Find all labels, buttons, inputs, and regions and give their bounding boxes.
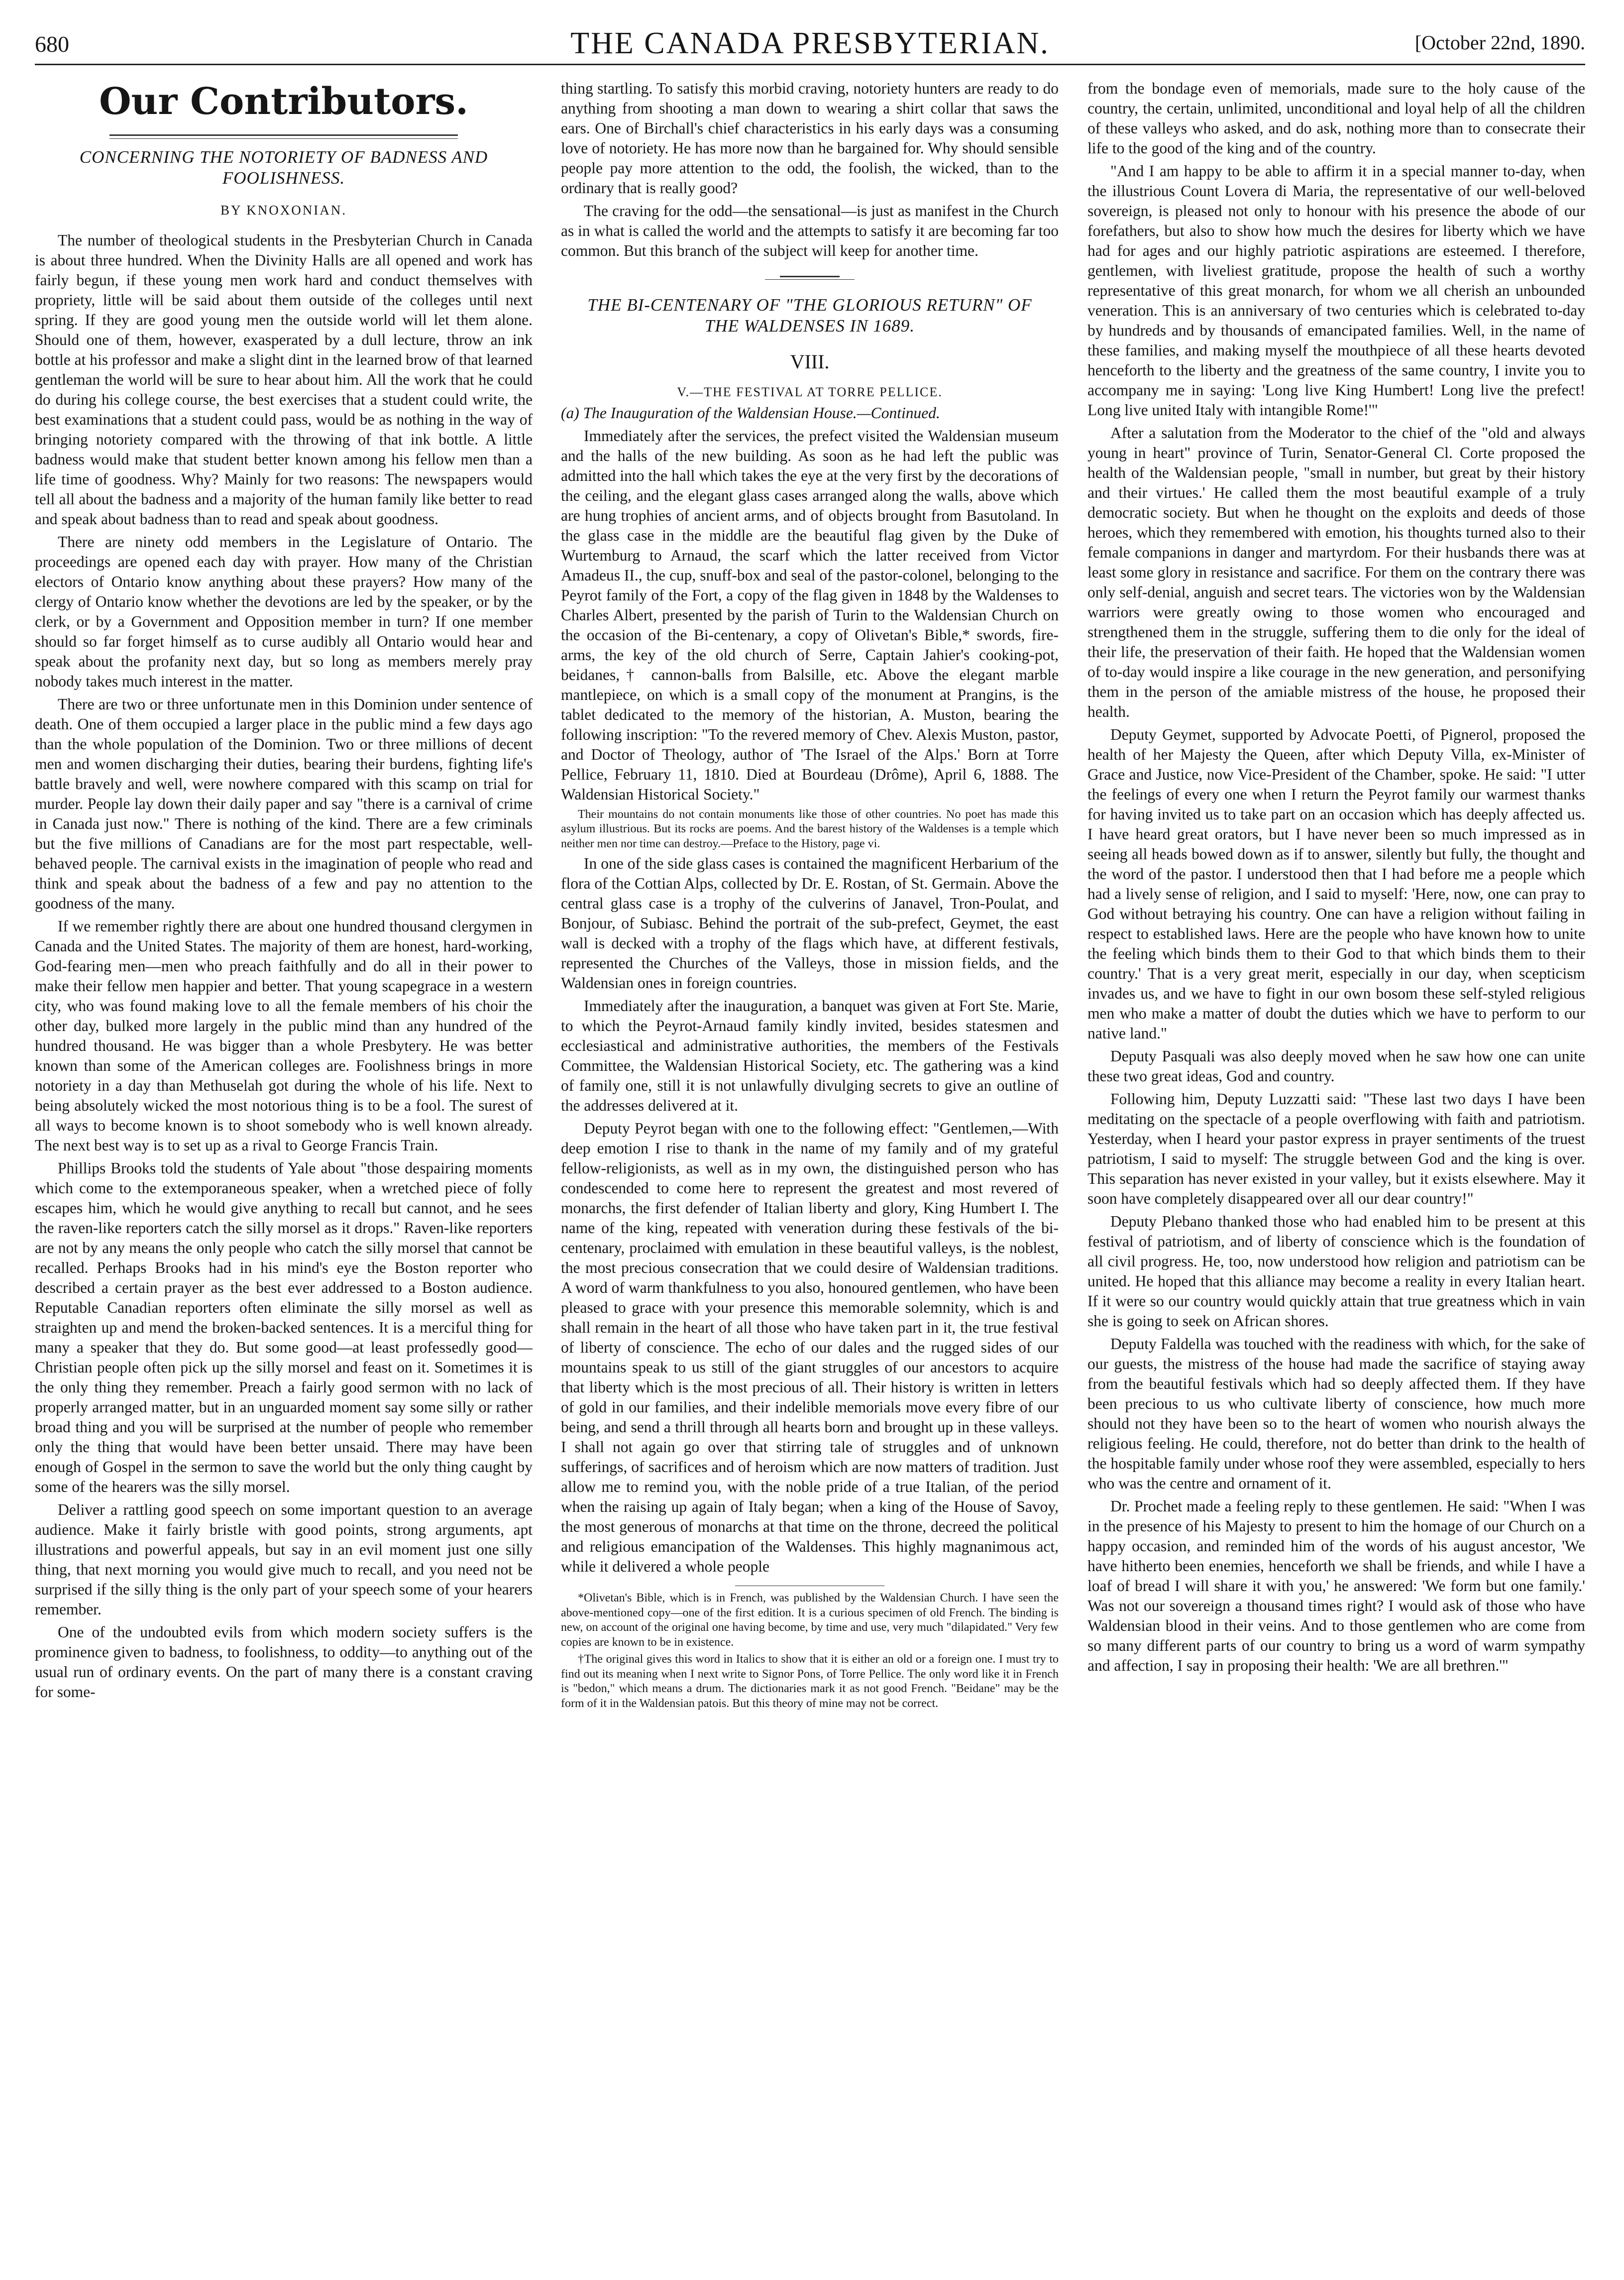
article-title: CONCERNING THE NOTORIETY OF BADNESS AND FOOLISHNESS. [79,147,488,188]
paragraph: Phillips Brooks told the students of Yale about "those despairing moments which come to the extemporaneous speaker, when a wretched piece of folly escapes him, which he would give anything to recall but cannot, and he sees the raven-like reporters catch the silly morsel as it drops." Raven-like reporters are not by any means the only people who catch the silly morsel that cannot be recalled. Perhaps Brooks had in his mind's eye the Boston reporter who described a certain prayer as the best ever addressed to a Boston audience. Reputable Canadian reporters often eliminate the silly morsel as well as straighten up and mend the broken-backed sentences. It is a merciful thing for many a speaker that they do. But some good—at least professedly good—Christian people often pick up the silly morsel and feast on it. Sometimes it is the only thing they remember. Preach a fairly good sermon with no lack of properly arranged matter, but in an unguarded moment say some silly or rather broad thing and you will be surprised at the number of people who remember only the thing that would have been better unsaid. There may have been enough of Gospel in the sermon to save the world but the only thing caught by some of the hearers was the silly morsel. [35,1159,533,1496]
quoted-note [561,807,1059,852]
paragraph: Deputy Geymet, supported by Advocate Poetti, of Pignerol, proposed the health of her Majesty the Queen, after which Deputy Villa, ex-Minister of Grace and Justice, now Vice-President of the Chamber, spoke. He said: "I utter the feelings of every one when I return the Peyrot family our warmest thanks for having invited us to take part on an occasion which has deeply affected us. I have heard great orators, but I have never been so much impressed as in seeing all heads bowed down as if to answer, silently but fully, the thought and the word of the pastor. I understood then that I had before me a people which had a lively sense of religion, and I said to myself: 'Here, now, one can pray to God without betraying his country. One can have a religion without failing in respect to established laws. Here are the people who have known how to unite the feeling which binds them to their God to that which binds them to their country.' That is a very great merit, especially in our day, when scepticism invades us, and we have to fight in our own bosom these self-styled religious men who make a matter of doubt the duties which we have to perform to our native land." [1087,726,1585,1042]
paragraph: thing startling. To satisfy this morbid craving, notoriety hunters are ready to do anything from shooting a man down to wearing a shirt collar that saws the ears. One of Birchall's chief characteristics in his early days was a consuming love of notoriety. He has more now than he bargained for. Why should sensible people pay more attention to the odd, the foolish, the wicked, than to the ordinary that is really good? [561,80,1059,197]
article-title: THE BI-CENTENARY OF "THE GLORIOUS RETURN" OF THE WALDENSES IN 1689. [587,295,1032,336]
masthead-title: THE CANADA PRESBYTERIAN. [570,26,1050,60]
footnotes [561,1591,1059,1711]
paragraph: In one of the side glass cases is contained the magnificent Herbarium of the flora of the Cottian Alps, collected by Dr. E. Rostan, of St. Germain. Above the central glass case is a trophy of the culverins of Janavel, Tron-Poulat, and Bonjour, of Subiasc. Behind the portrait of the sub-prefect, Geymet, the east wall is decked with a trophy of the flags which have, at different festivals, represented the Churches of the Valleys, those in mission fields, and the Waldensian ones in foreign countries. [561,855,1059,992]
divider [780,276,840,277]
newspaper-page [35,20,1585,2260]
paragraph: from the bondage even of memorials, made sure to the holy cause of the country, the certain, unlimited, unconditional and loyal help of all the children of these valleys who asked, and do ask, nothing more than to consecrate their life to the good of the king and of the country. [1087,80,1585,157]
column-3 [1087,79,1585,2259]
paragraph: Deputy Pasquali was also deeply moved when he saw how one can unite these two great ideas, God and country. [1087,1047,1585,1085]
part-number: VIII. [790,350,830,373]
footnote: †The original gives this word in Italics to show that it is either an old or a foreign one. I must try to find out its meaning when I next write to Signor Pons, of Torre Pellice. The only word like it in French is "bedon," which means a drum. The dictionaries mark it as not good French. "Beidane" may be the form of it in the Waldensian patois. But this theory of mine may not be correct. [561,1653,1059,1710]
paragraph: Immediately after the inauguration, a banquet was given at Fort Ste. Marie, to which the Peyrot-Arnaud family kindly invited, besides statesmen and ecclesiastical and administrative authorities, the members of the Festivals Committee, the Waldensian Historical Society, etc. The gathering was a kind of family one, still it is not unlawfully divulging secrets to give an outline of the addresses delivered at it. [561,997,1059,1115]
paragraph: Dr. Prochet made a feeling reply to these gentlemen. He said: "When I was in the presence of his Majesty to present to him the homage of our Church on a happy occasion, and reminded him of the words of his august ancestor, 'We have hitherto been enemies, henceforth we shall be friends, and while I have a loaf of bread I will share it with you,' he answered: 'We form but one family.' Was not our sovereign a thousand times right? I would ask of those who have Waldensian blood in their veins. And to those gentlemen who are come from so many different parts of our country to bring us a word of warm sympathy and affection, I say in proposing their health: 'We are all brethren.'" [1087,1497,1585,1674]
paragraph: There are ninety odd members in the Legislature of Ontario. The proceedings are opened each day with prayer. How many of the Christian electors of Ontario know anything about these prayers? How many of the clergy of Ontario know whether the devotions are led by the speaker, or by the clerk, or by a Government and Opposition member in turn? If one member should so far forget himself as to curse audibly all Ontario would hear and speak about the profanity next day, but so long as members merely pray nobody takes much interest in the matter. [35,533,533,690]
column-1 [35,79,533,2259]
section-heading: Our Contributors. [99,80,468,123]
column-2 [561,79,1059,2259]
columns [35,79,1585,2259]
page-number: 680 [35,31,69,57]
paragraph: One of the undoubted evils from which modern society suffers is the prominence given to badness, to foolishness, to oddity—to anything out of the usual run of ordinary events. On the part of many there is a constant craving for some- [35,1623,533,1701]
paragraph: If we remember rightly there are about one hundred thousand clergymen in Canada and the United States. The majority of them are honest, hard-working, God-fearing men—men who preach faithfully and do all in their power to make their fellow men happier and better. That young scapegrace in a western city, who was found making love to all the female members of his choir the other day, bulked more largely in the public mind than any hundred of the hundred thousand. He was bigger than a whole Presbytery. He was better known than some of the American colleges are. Foolishness brings in more notoriety in a day than Methuselah got during the whole of his life. Next to being absolutely wicked the most notorious thing is to be a fool. The surest of all ways to become known is to shoot somebody who is well known already. The next best way is to set up as a rival to George Francis Train. [35,917,533,1154]
issue-date: [October 22nd, 1890. [1414,31,1585,54]
subheading: V.—THE FESTIVAL AT TORRE PELLICE. [677,384,943,399]
paragraph: The number of theological students in the Presbyterian Church in Canada is about three hundred. When the Divinity Halls are all opened and work has fairly begun, if these young men work hard and conduct themselves with propriety, little will be said about them outside of the colleges until next spring. If they are good young men the outside world will let them alone. Should one of them, however, exasperated by a dull lecture, throw an ink bottle at his professor and make a slight dint in the learned brow of that learned gentleman the world will be sure to hear about him. All the work that he could do during his college course, the best exercises that a student could write, the best examinations that a student could pass, would be as nothing in the way of bringing notoriety compared with the throwing of that ink bottle. A little badness would make that student better known among his fellow men than a life time of goodness. Why? Mainly for two reasons: The newspapers would tell all about the badness and a majority of the human family like better to read and speak about badness than to read and speak about goodness. [35,231,533,528]
paragraph: Deputy Faldella was touched with the readiness with which, for the sake of our guests, the mistress of the house had made the sacrifice of staying away from the beautiful festivals which had so deeply affected them. If they have been precious to us who cultivate liberty of conscience, how much more should not they have been so to the heart of women who nourish always the religious feeling. He could, therefore, not do better than drink to the health of the hospitable family under whose roof they were assembled, especially to hers who was the centre and ornament of it. [1087,1335,1585,1492]
divider [765,279,855,280]
continued-line: (a) The Inauguration of the Waldensian House.—Continued. [561,404,940,422]
paragraph: Deputy Plebano thanked those who had enabled him to be present at this festival of patriotism, and of liberty of conscience which is the foundation of all civil progress. He, too, now understood how religion and patriotism can be united. He hoped that this alliance may become a reality in every Italian heart. If it were so our country would quickly attain that true greatness which in vain she is going to seek on African shores. [1087,1213,1585,1330]
paragraph: The craving for the odd—the sensational—is just as manifest in the Church as in what is called the world and the attempts to satisfy it are becoming far too common. But this branch of the subject will keep for another time. [561,202,1059,259]
paragraph: Immediately after the services, the prefect visited the Waldensian museum and the halls of the new building. As soon as he had left the public was admitted into the hall which takes the eye at the very first by the decorations of the ceiling, and the elegant glass cases arranged along the walls, above which are hung trophies of ancient arms, and of objects brought from Basutoland. In the glass case in the middle are the beautiful flag given by the Duke of Wurtemburg to Arnaud, the scarf which the latter received from Victor Amadeus II., the cup, snuff-box and seal of the pastor-colonel, belonging to the Peyrot family of the Fort, a copy of the flag given in 1848 by the Waldenses to Charles Albert, presented by the parish of Turin to the Waldensian Church on the occasion of the Bi-centenary, a copy of Olivetan's Bible,* swords, fire-arms, the key of the old church of Serre, Captain Jahier's cooking-pot, beidanes,† cannon-balls from Balsille, etc. Above the elegant marble mantlepiece, on which is a small copy of the monument at Prangins, is the tablet dedicated to the memory of the historian, A. Muston, bearing the following inscription: "To the revered memory of Chev. Alexis Muston, pastor, and Doctor of Theology, author of 'The Israel of the Alps.' Born at Torre Pellice, February 11, 1810. Died at Bourdeau (Drôme), April 6, 1888. The Waldensian Historical Society." [561,427,1059,803]
note-text: Their mountains do not contain monuments like those of other countries. No poet has made this asylum illustrious. But its rocks are poems. And the barest history of the Waldenses is a temple which neither men nor time can destroy.—Preface to the History, page vi. [561,807,1059,850]
paragraph: Deputy Peyrot began with one to the following effect: "Gentlemen,—With deep emotion I rise to thank in the name of my family and of my grateful fellow-religionists, as well as in my own, the distinguished person who has condescended to come here to represent the greatest and most revered of monarchs, the first defender of Italian liberty and glory, King Humbert I. The name of the king, repeated with veneration during these festivals of the bi-centenary, proclaimed with emulation in these beautiful valleys, is the noblest, the most precious consecration that we could desire of Waldensian traditions. A word of warm thankfulness to you also, honoured gentlemen, who have been pleased to grace with your presence this memorable solemnity, which is and shall remain in the heart of all those who have taken part in it, the true festival of liberty of conscience. The echo of our dales and the rugged sides of our mountains speak to us still of the giant struggles of our ancestors to acquire that liberty which is the most precious of all. Their history is written in letters of gold in our families, and their indelible memorials move every fibre of our being, and send a thrill through all hearts born and brought up in these valleys. I shall not again go over that stirring tale of struggles and of unknown sufferings, of sacrifices and of heroism which are now matters of tradition. Just allow me to remind you, with the noble pride of a true Italian, of the period when the raising up again of Italy began; when a king of the House of Savoy, the most generous of monarchs at that time on the throne, decreed the political and religious emancipation of the Waldenses. This highly magnanimous act, while it delivered a whole people [561,1120,1059,1576]
paragraph: Following him, Deputy Luzzatti said: "These last two days I have been meditating on the spectacle of a people overflowing with faith and patriotism. Yesterday, when I heard your pastor express in prayer sentiments of the truest patriotism, I said to myself: The struggle between God and the king is over. This separation has never existed in your valley, but it exists elsewhere. May it soon have completely disappeared over all our dear country!" [1087,1090,1585,1207]
byline: BY KNOXONIAN. [220,202,347,218]
divider [109,134,458,139]
paragraph: Deliver a rattling good speech on some important question to an average audience. Make it fairly bristle with good points, strong arguments, apt illustrations and powerful appeals, but say in an evil moment just one silly thing, that next morning you would give much to recall, and you need not be surprised if the silly thing is the only part of your speech some of your hearers remember. [35,1501,533,1618]
paragraph: There are two or three unfortunate men in this Dominion under sentence of death. One of them occupied a larger place in the public mind a few days ago than the whole population of the Dominion. Two or three millions of decent men and women discharging their duties, bearing their burdens, fighting life's battle bravely and well, were nowhere compared with this scamp on trial for murder. People lay down their daily paper and say "there is a carnival of crime in Canada just now." There is nothing of the kind. There are a few criminals but the five millions of Canadians are for the most part respectable, well-behaved people. The carnival exists in the imagination of people who read and think and speak about the badness of a few and pay no attention to the goodness of the many. [35,695,533,912]
footnote: *Olivetan's Bible, which is in French, was published by the Waldensian Church. I have seen the above-mentioned copy—one of the first edition. It is a curious specimen of old French. The binding is new, on account of the original one having become, by time and use, very much "dilapidated." Very few copies are known to be in existence. [561,1592,1059,1649]
page-header [35,20,1585,65]
paragraph: "And I am happy to be able to affirm it in a special manner to-day, when the illustrious Count Lovera di Maria, the representative of our well-beloved sovereign, is pleased not only to honour with his presence the abode of our forefathers, but also to show how much the desires for liberty which we have had for ages and our highly patriotic aspirations are esteemed. I therefore, gentlemen, with liveliest gratitude, propose the health of such a worthy representative of this great monarch, for whom we all cherish an unbounded veneration. This is an anniversary of two centuries which is celebrated to-day by hundreds and by thousands of emancipated families. Well, in the name of these families, and making myself the mouthpiece of all these hearts devoted henceforth to the liberty and the greatness of the same country, I invite you to accompany me in saying: 'Long live King Humbert! Long live the prefect! Long live united Italy with intangible Rome!'" [1087,162,1585,419]
paragraph: After a salutation from the Moderator to the chief of the "old and always young in heart" province of Turin, Senator-General Cl. Corte proposed the health of the Waldensian people, "small in number, but great by their history and their virtues.' He called them the most beautiful example of a truly democratic society. But when he thought on the exploits and deeds of those heroes, which they remembered with emotion, his thoughts turned also to their female companions in danger and martyrdom. For their husbands there was at least some glory in resistance and sacrifice. For them on the contrary there was only self-denial, anguish and secret tears. The victories won by the Waldensian warriors were greatly owing to those women who encouraged and strengthened them in the struggle, suffering them to die only for the ideal of their life, the preservation of their faith. He hoped that the Waldensian women of to-day would inspire a like courage in the new generation, and personifying them in the person of the amiable mistress of the house, he proposed their health. [1087,424,1585,720]
